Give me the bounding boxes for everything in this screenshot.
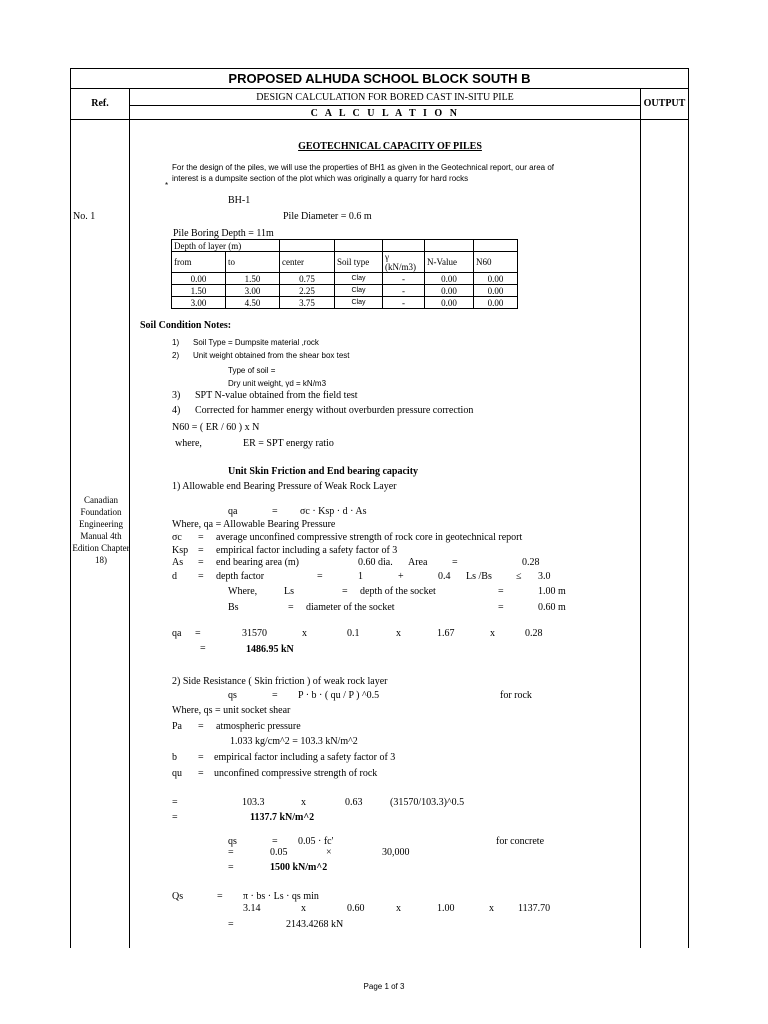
qs-concrete-formula: 0.05 · fc' [298, 836, 334, 847]
operator: ≤ [516, 571, 522, 582]
calc-term: x [301, 797, 306, 808]
table-cell: - [383, 273, 425, 285]
equals: = [498, 586, 504, 597]
calc-term: 1.67 [437, 628, 455, 639]
skin-friction-heading: Unit Skin Friction and End bearing capacity [228, 466, 419, 477]
equals: = [272, 836, 278, 847]
bullet-mark: * [165, 181, 169, 190]
where-qs: Where, qs = unit socket shear [172, 705, 291, 716]
qs-formula: P · b · ( qu / P ) ^0.5 [298, 690, 380, 701]
table-column-header: N60 [474, 252, 518, 273]
equals: = [200, 643, 206, 654]
value: 1 [358, 571, 363, 582]
end-bearing-title: 1) Allowable end Bearing Pressure of Weak Rock Layer [172, 481, 397, 492]
table-cell: 0.75 [280, 273, 335, 285]
equals: = [217, 891, 223, 902]
note-number: 3) [172, 390, 181, 401]
table-cell: 3.00 [172, 297, 226, 309]
document-title: PROPOSED ALHUDA SCHOOL BLOCK SOUTH B [228, 71, 531, 86]
table-cell: Clay [335, 273, 383, 285]
equals: = [272, 690, 278, 701]
table-cell: 2.25 [280, 285, 335, 297]
value: 3.0 [538, 571, 551, 582]
calc-term: = [172, 797, 178, 808]
definition: end bearing area (m) [216, 557, 300, 568]
note-number: 1) [172, 338, 180, 347]
area-label: Area [408, 557, 428, 568]
calc-term: 31570 [242, 628, 267, 639]
table-column-header: Soil type [335, 252, 383, 273]
value: 1.00 m [538, 586, 566, 597]
symbol: Pa [172, 721, 182, 732]
symbol: qa [228, 506, 238, 517]
equals: = [342, 586, 348, 597]
note-subtext: Dry unit weight, γd = kN/m3 [228, 379, 327, 388]
table-cell: 3.75 [280, 297, 335, 309]
Qs-result: 2143.4268 kN [286, 919, 344, 930]
Qs-formula: π · bs · Ls · qs min [243, 891, 319, 902]
notes-title: Soil Condition Notes: [140, 320, 232, 331]
symbol: qs [228, 690, 237, 701]
calc-term: x [396, 903, 401, 914]
symbol: Ls [284, 586, 294, 597]
equals: = [228, 862, 234, 873]
where-label: where, [175, 438, 202, 449]
calc-term: x [301, 903, 306, 914]
symbol: As [172, 557, 184, 568]
calc-term: x [490, 628, 495, 639]
calc-term: 0.05 [270, 847, 288, 858]
table-cell: 0.00 [425, 297, 474, 309]
document-subtitle: DESIGN CALCULATION FOR BORED CAST IN-SITU PILE [256, 92, 514, 103]
for-concrete-label: for concrete [496, 836, 545, 847]
calc-term: x [489, 903, 494, 914]
calc-term: 3.14 [243, 903, 261, 914]
calc-term: 0.1 [347, 628, 360, 639]
side-resistance-title: 2) Side Resistance ( Skin friction ) of weak rock layer [172, 676, 388, 687]
calc-term: x [396, 628, 401, 639]
ref-column-header: Ref. [91, 98, 109, 109]
calc-term: 0.63 [345, 797, 363, 808]
table-cell: 1.50 [226, 273, 280, 285]
for-rock-label: for rock [500, 690, 532, 701]
table-column-header: from [172, 252, 226, 273]
table-cell: 0.00 [425, 285, 474, 297]
table-column-header: center [280, 252, 335, 273]
calc-term: (31570/103.3)^0.5 [390, 797, 465, 808]
ref-number: No. 1 [73, 211, 96, 222]
definition: atmospheric pressure [216, 721, 301, 732]
subtitle-divider [130, 105, 640, 106]
equals: = [172, 812, 178, 823]
calc-term: x [302, 628, 307, 639]
calc-term: 1.00 [437, 903, 455, 914]
note-text: Corrected for hammer energy without overburden pressure correction [195, 405, 474, 416]
symbol: qu [172, 768, 182, 779]
table-cell: Clay [335, 285, 383, 297]
equals: = [452, 557, 458, 568]
table-cell: - [383, 285, 425, 297]
equals: = [198, 721, 204, 732]
table-cell: 0.00 [474, 297, 518, 309]
table-cell: Clay [335, 297, 383, 309]
table-header-spacer [335, 240, 383, 252]
output-column-divider [640, 88, 641, 948]
equals: = [228, 919, 234, 930]
definition: empirical factor including a safety factor of 3 [216, 545, 398, 556]
equals: = [288, 602, 294, 613]
calc-term: × [326, 847, 332, 858]
value: 0.28 [522, 557, 540, 568]
note-subtext: Type of soil = [228, 366, 276, 375]
table-cell: 3.00 [226, 285, 280, 297]
note-number: 2) [172, 351, 180, 360]
table-column-header: to [226, 252, 280, 273]
qa-formula: σc · Ksp · d · As [300, 506, 367, 517]
definition: average unconfined compressive strength of rock core in geotechnical report [216, 532, 523, 543]
page-number: Page 1 of 3 [363, 982, 405, 991]
value: 0.60 dia. [358, 557, 393, 568]
table-header-spacer [383, 240, 425, 252]
table-cell: 0.00 [172, 273, 226, 285]
calculation-frame [70, 68, 689, 948]
equals: = [198, 557, 204, 568]
table-group-header: Depth of layer (m) [172, 240, 280, 252]
table-row [172, 297, 518, 309]
soil-layer-table [171, 239, 518, 309]
equals: = [198, 532, 204, 543]
equals: = [498, 602, 504, 613]
symbol: σc [172, 532, 182, 543]
symbol: Bs [228, 602, 239, 613]
calc-term: = [195, 628, 201, 639]
value: 0.60 m [538, 602, 566, 613]
definition: unconfined compressive strength of rock [214, 768, 378, 779]
equals: = [198, 545, 204, 556]
definition: empirical factor including a safety factor of 3 [214, 752, 396, 763]
table-header-spacer [474, 240, 518, 252]
note-text: Soil Type = Dumpsite material ,rock [193, 338, 319, 347]
intro-text-line1: For the design of the piles, we will use the properties of BH1 as given in the Geotechnical report, our area of [172, 163, 554, 172]
table-header-spacer [280, 240, 335, 252]
symbol: d [172, 571, 177, 582]
where-label: Where, [228, 586, 258, 597]
calc-term: 0.60 [347, 903, 365, 914]
title-divider [70, 88, 689, 89]
table-cell: 1.50 [172, 285, 226, 297]
note-text: SPT N-value obtained from the field test [195, 390, 358, 401]
where-qa: Where, qa = Allowable Bearing Pressure [172, 519, 336, 530]
calc-term: 103.3 [242, 797, 265, 808]
definition: depth of the socket [360, 586, 436, 597]
er-definition: ER = SPT energy ratio [243, 438, 334, 449]
table-cell: - [383, 297, 425, 309]
calc-term: 30,000 [382, 847, 410, 858]
table-cell: 0.00 [474, 285, 518, 297]
operator: + [398, 571, 404, 582]
table-cell: 0.00 [425, 273, 474, 285]
value: Ls /Bs [466, 571, 492, 582]
symbol: b [172, 752, 177, 763]
header-divider [70, 119, 689, 120]
calc-term: qa [172, 628, 182, 639]
equals: = [317, 571, 323, 582]
calc-term: 0.28 [525, 628, 543, 639]
qs-concrete-result: 1500 kN/m^2 [270, 862, 328, 873]
equals: = [198, 768, 204, 779]
symbol: Ksp [172, 545, 189, 556]
borehole-label: BH-1 [228, 195, 251, 206]
qa-result: 1486.95 kN [246, 644, 294, 655]
calculation-label: C A L C U L A T I O N [310, 108, 460, 119]
equals: = [198, 571, 204, 582]
note-number: 4) [172, 405, 181, 416]
intro-text-line2: interest is a dumpsite section of the plot which was originally a quarry for hard rocks [172, 174, 469, 183]
reference-note: Canadian Foundation Engineering Manual 4th Edition Chapter 18) [72, 495, 130, 565]
definition: diameter of the socket [306, 602, 395, 613]
note-text: Unit weight obtained from the shear box test [193, 351, 350, 360]
calc-term: = [228, 847, 234, 858]
table-row [172, 273, 518, 285]
calc-term: 1137.70 [518, 903, 551, 914]
pa-value: 1.033 kg/cm^2 = 103.3 kN/m^2 [230, 736, 358, 747]
pile-diameter: Pile Diameter = 0.6 m [283, 211, 372, 222]
symbol: qs [228, 836, 237, 847]
output-column-header: OUTPUT [643, 98, 686, 109]
table-column-header: N-Value [425, 252, 474, 273]
section-heading: GEOTECHNICAL CAPACITY OF PILES [298, 141, 482, 152]
n60-formula: N60 = ( ER / 60 ) x N [172, 422, 260, 433]
equals: = [272, 506, 278, 517]
value: 0.4 [438, 571, 451, 582]
equals: = [198, 752, 204, 763]
table-header-spacer [425, 240, 474, 252]
table-cell: 4.50 [226, 297, 280, 309]
qs-result: 1137.7 kN/m^2 [250, 812, 315, 823]
symbol: Qs [172, 891, 184, 902]
definition: depth factor [216, 571, 265, 582]
table-cell: 0.00 [474, 273, 518, 285]
table-row [172, 285, 518, 297]
table-column-header: γ (kN/m3) [383, 252, 425, 273]
pile-boring-depth: Pile Boring Depth = 11m [173, 228, 274, 239]
